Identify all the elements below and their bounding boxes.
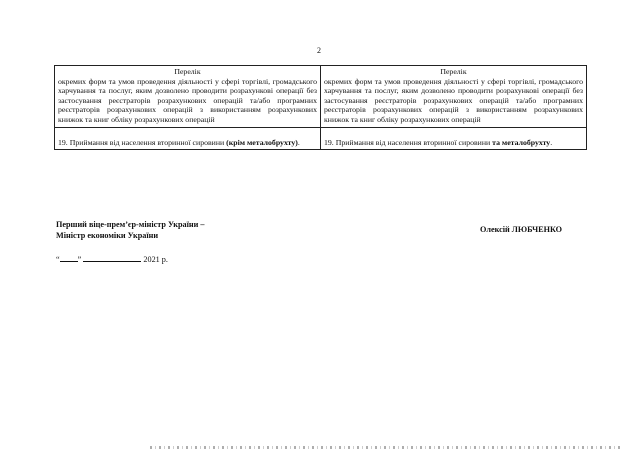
item-emphasis: та металобрухту: [492, 137, 551, 147]
item-19-right: [324, 138, 583, 148]
date-year: 2021 р.: [143, 255, 168, 264]
page-number: 2: [317, 46, 321, 55]
item-tail: .: [550, 137, 553, 147]
day-blank: [60, 253, 78, 262]
column-title: Перелік: [440, 67, 467, 76]
cell-header-right: [321, 66, 587, 128]
item-19-left: [58, 138, 317, 148]
item-text: 19. Приймання від населення вторинної сировини: [324, 137, 493, 147]
item-text: 19. Приймання від населення вторинної сировини: [58, 137, 227, 147]
position-line-1: Перший віце-прем’єр-міністр України –: [56, 220, 205, 229]
signatory-name: Олексій ЛЮБЧЕНКО: [480, 225, 563, 234]
column-intro: окремих форм та умов проведення діяльності у сфері торгівлі, громадського харчування та послуг, яким дозволено проводити розрахункові операції без застосування реєстраторів розрахункових операцій та/або програмних реєстраторів розрахункових операцій з використанням розрахункових книжок та книг обліку розрахункових операцій: [324, 76, 583, 124]
signatory-position: [56, 219, 205, 241]
item-tail: .: [297, 137, 300, 147]
column-title: Перелік: [174, 67, 201, 76]
date-line: [56, 253, 168, 264]
date-close-quote: ”: [77, 255, 82, 264]
column-intro: окремих форм та умов проведення діяльності у сфері торгівлі, громадського харчування та послуг, яким дозволено проводити розрахункові операції без застосування реєстраторів розрахункових операцій та/або програмних реєстраторів розрахункових операцій з використанням розрахункових книжок та книг обліку розрахункових операцій: [58, 76, 317, 124]
cell-header-left: [55, 66, 321, 128]
scan-artifact: [150, 446, 620, 449]
item-emphasis: (крім металобрухту): [226, 137, 298, 147]
cell-item-right: [321, 127, 587, 150]
cell-item-left: [55, 127, 321, 150]
date-open-quote: “: [56, 255, 60, 264]
comparison-table: [54, 65, 587, 150]
position-line-2: Міністр економіки України: [56, 231, 159, 240]
table-row: [55, 66, 587, 128]
month-blank: [83, 253, 141, 262]
table-row: [55, 127, 587, 150]
